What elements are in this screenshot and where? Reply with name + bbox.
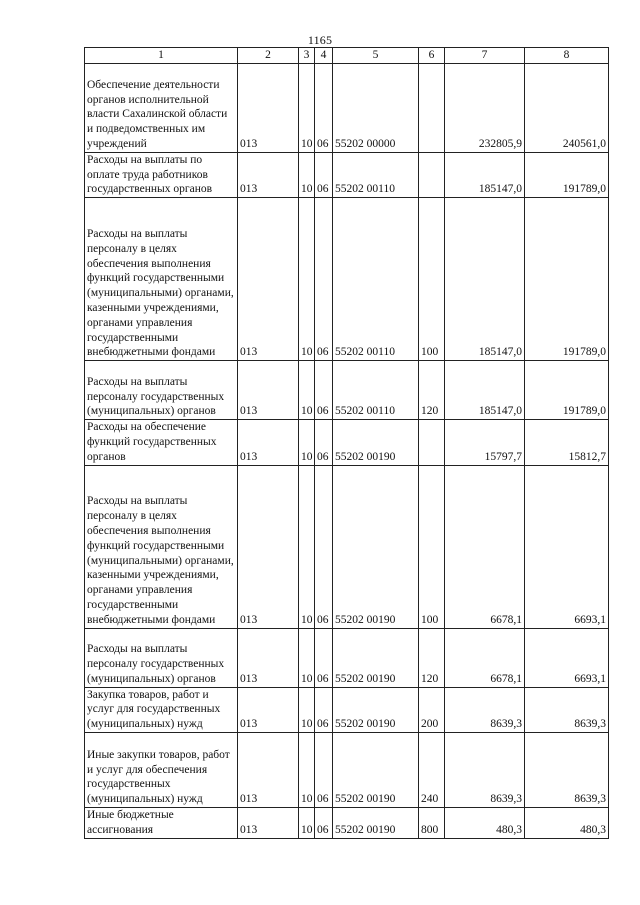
amount-year-1: 8639,3	[445, 732, 525, 807]
ministry-code: 013	[238, 687, 299, 732]
expense-type-code: 800	[419, 807, 445, 838]
amount-year-2: 191789,0	[525, 198, 609, 361]
table-row	[85, 152, 609, 197]
item-name: Иные закупки товаров, работ и услуг для обеспечения государственных (муниципальных) нужд	[85, 732, 238, 807]
item-name: Иные бюджетные ассигнования	[85, 807, 238, 838]
header-cell: 3	[299, 48, 315, 64]
section-code: 10	[299, 628, 315, 687]
table-row	[85, 732, 609, 807]
amount-year-1: 185147,0	[445, 361, 525, 420]
ministry-code: 013	[238, 807, 299, 838]
section-code: 10	[299, 687, 315, 732]
table-row	[85, 628, 609, 687]
table-row	[85, 361, 609, 420]
item-name: Обеспечение деятельности органов исполнительной власти Сахалинской области и подведомственных им учреждений	[85, 63, 238, 152]
section-code: 10	[299, 198, 315, 361]
item-name: Расходы на выплаты персоналу государственных (муниципальных) органов	[85, 628, 238, 687]
ministry-code: 013	[238, 628, 299, 687]
item-name: Расходы на обеспечение функций государственных органов	[85, 420, 238, 465]
target-code: 55202 00190	[333, 807, 419, 838]
amount-year-1: 6678,1	[445, 628, 525, 687]
header-cell: 7	[445, 48, 525, 64]
table-row	[85, 63, 609, 152]
subsection-code: 06	[315, 732, 333, 807]
amount-year-1: 232805,9	[445, 63, 525, 152]
expense-type-code: 240	[419, 732, 445, 807]
expense-type-code	[419, 152, 445, 197]
header-cell: 6	[419, 48, 445, 64]
ministry-code: 013	[238, 198, 299, 361]
amount-year-1: 8639,3	[445, 687, 525, 732]
expense-type-code: 100	[419, 465, 445, 628]
section-code: 10	[299, 732, 315, 807]
subsection-code: 06	[315, 628, 333, 687]
subsection-code: 06	[315, 63, 333, 152]
table-row	[85, 420, 609, 465]
table-row	[85, 687, 609, 732]
target-code: 55202 00000	[333, 63, 419, 152]
amount-year-2: 240561,0	[525, 63, 609, 152]
subsection-code: 06	[315, 807, 333, 838]
ministry-code: 013	[238, 63, 299, 152]
section-code: 10	[299, 152, 315, 197]
section-code: 10	[299, 807, 315, 838]
amount-year-1: 6678,1	[445, 465, 525, 628]
expense-type-code: 120	[419, 361, 445, 420]
subsection-code: 06	[315, 361, 333, 420]
header-cell: 5	[333, 48, 419, 64]
budget-table	[84, 47, 609, 839]
amount-year-2: 6693,1	[525, 465, 609, 628]
target-code: 55202 00190	[333, 628, 419, 687]
ministry-code: 013	[238, 152, 299, 197]
amount-year-2: 8639,3	[525, 732, 609, 807]
ministry-code: 013	[238, 420, 299, 465]
item-name: Расходы на выплаты персоналу в целях обеспечения выполнения функций государственными (муниципальными) органами, казенными учреждениями, органами управления государственными внебюджетными фондами	[85, 198, 238, 361]
subsection-code: 06	[315, 465, 333, 628]
header-row	[85, 48, 609, 64]
item-name: Расходы на выплаты персоналу государственных (муниципальных) органов	[85, 361, 238, 420]
ministry-code: 013	[238, 732, 299, 807]
subsection-code: 06	[315, 420, 333, 465]
table-row	[85, 198, 609, 361]
ministry-code: 013	[238, 465, 299, 628]
amount-year-1: 185147,0	[445, 198, 525, 361]
target-code: 55202 00190	[333, 420, 419, 465]
header-cell: 8	[525, 48, 609, 64]
amount-year-2: 15812,7	[525, 420, 609, 465]
amount-year-1: 15797,7	[445, 420, 525, 465]
amount-year-1: 480,3	[445, 807, 525, 838]
amount-year-2: 6693,1	[525, 628, 609, 687]
table-row	[85, 465, 609, 628]
amount-year-2: 8639,3	[525, 687, 609, 732]
expense-type-code	[419, 420, 445, 465]
item-name: Закупка товаров, работ и услуг для государственных (муниципальных) нужд	[85, 687, 238, 732]
table-row	[85, 807, 609, 838]
expense-type-code: 200	[419, 687, 445, 732]
section-code: 10	[299, 63, 315, 152]
expense-type-code	[419, 63, 445, 152]
target-code: 55202 00110	[333, 152, 419, 197]
header-cell: 1	[85, 48, 238, 64]
subsection-code: 06	[315, 687, 333, 732]
item-name: Расходы на выплаты персоналу в целях обеспечения выполнения функций государственными (муниципальными) органами, казенными учреждениями, органами управления государственными внебюджетными фондами	[85, 465, 238, 628]
target-code: 55202 00190	[333, 465, 419, 628]
header-cell: 4	[315, 48, 333, 64]
section-code: 10	[299, 361, 315, 420]
subsection-code: 06	[315, 152, 333, 197]
target-code: 55202 00110	[333, 198, 419, 361]
amount-year-2: 480,3	[525, 807, 609, 838]
amount-year-1: 185147,0	[445, 152, 525, 197]
header-cell: 2	[238, 48, 299, 64]
expense-type-code: 100	[419, 198, 445, 361]
subsection-code: 06	[315, 198, 333, 361]
ministry-code: 013	[238, 361, 299, 420]
section-code: 10	[299, 465, 315, 628]
target-code: 55202 00110	[333, 361, 419, 420]
page-number: 1165	[307, 33, 333, 47]
target-code: 55202 00190	[333, 687, 419, 732]
target-code: 55202 00190	[333, 732, 419, 807]
item-name: Расходы на выплаты по оплате труда работников государственных органов	[85, 152, 238, 197]
expense-type-code: 120	[419, 628, 445, 687]
amount-year-2: 191789,0	[525, 361, 609, 420]
amount-year-2: 191789,0	[525, 152, 609, 197]
section-code: 10	[299, 420, 315, 465]
